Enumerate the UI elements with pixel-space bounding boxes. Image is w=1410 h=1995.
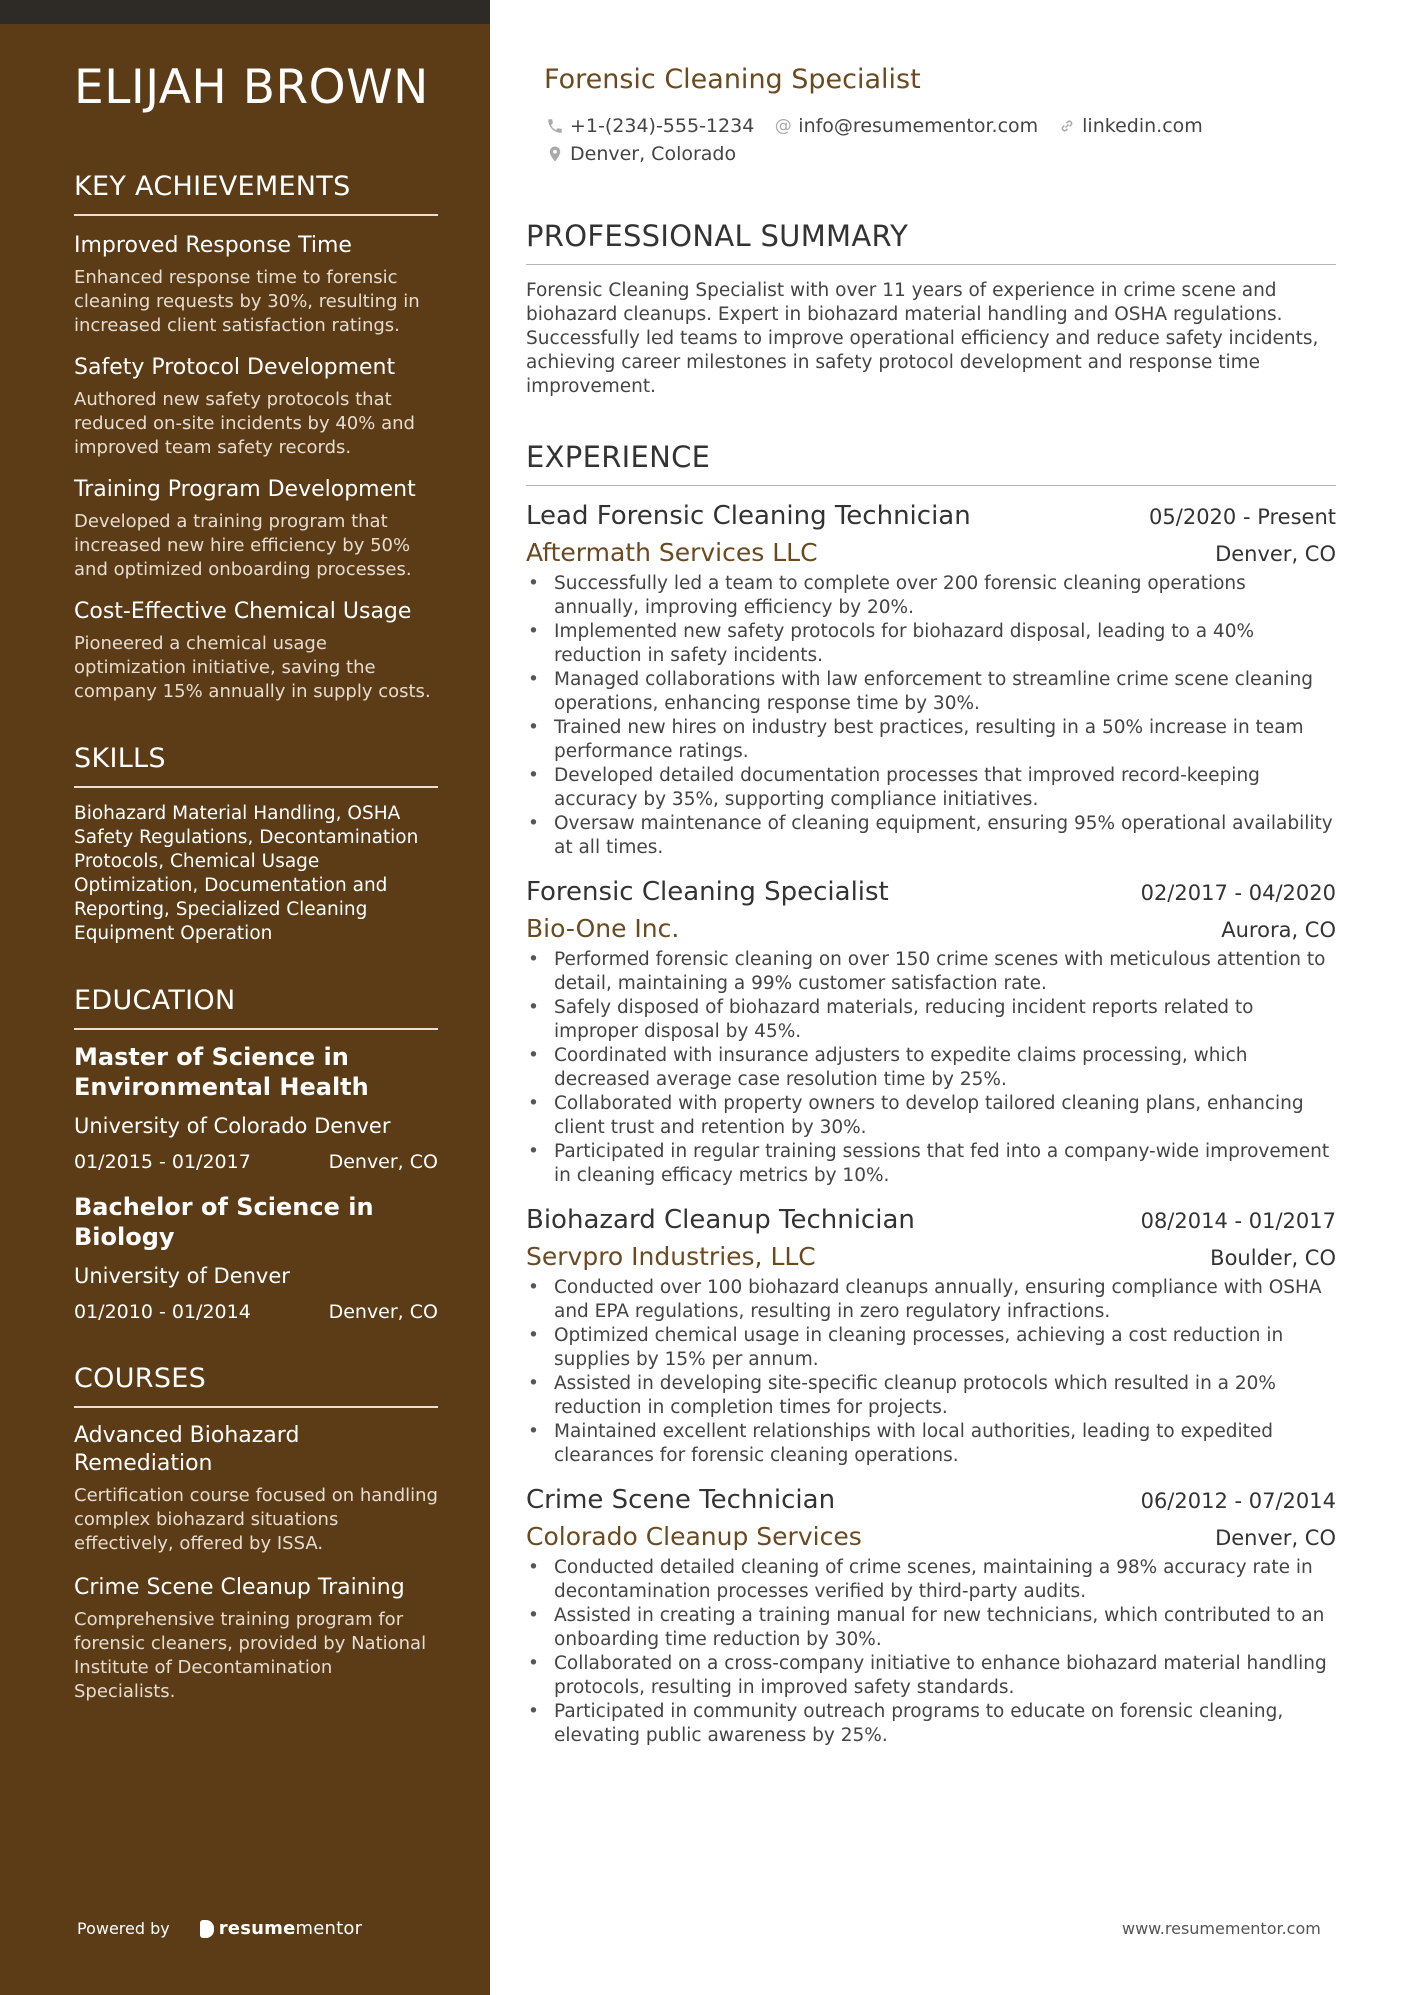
job-bullet: • Participated in community outreach programs to educate on forensic cleaning, elevating public awareness by 25%. [526, 1700, 1336, 1748]
achievements-section [74, 170, 438, 704]
candidate-name: ELIJAH BROWN [74, 60, 429, 115]
at-icon: @ [774, 116, 792, 136]
email-text: info@resumementor.com [798, 115, 1039, 137]
education-location: Denver, CO [328, 1301, 438, 1323]
job-bullet: • Assisted in developing site-specific cleanup protocols which resulted in a 20% reduction in completion times for projects. [526, 1372, 1336, 1420]
job-dates: 06/2012 - 07/2014 [1140, 1489, 1336, 1513]
job-location: Aurora, CO [1221, 918, 1336, 942]
job-header [526, 500, 1336, 532]
job-bullet: • Coordinated with insurance adjusters to expedite claims processing, which decreased average case resolution time by 25%. [526, 1044, 1336, 1092]
summary-text: Forensic Cleaning Specialist with over 11 years of experience in crime scene and biohazard cleanups. Expert in biohazard material handling and OSHA regulations. Successfully led teams to improve operational efficiency and reduce safety incidents, achieving career milestones in safety protocol development and response time improvement. [526, 280, 1319, 397]
job-company: Aftermath Services LLC [526, 538, 818, 567]
achievement-item [74, 598, 438, 704]
job-dates: 05/2020 - Present [1149, 505, 1336, 529]
job-header [526, 1484, 1336, 1516]
footer-url[interactable]: www.resumementor.com [1122, 1919, 1321, 1938]
job-subheader [526, 1242, 1336, 1272]
achievement-item [74, 476, 438, 582]
experience-entry [526, 500, 1336, 860]
course-title: Advanced Biohazard Remediation [74, 1423, 300, 1476]
contact-email[interactable] [774, 112, 1038, 140]
course-item [74, 1422, 438, 1556]
skills-section [74, 742, 438, 946]
job-bullet: • Trained new hires on industry best practices, resulting in a 50% increase in team performance ratings. [526, 716, 1336, 764]
achievement-item [74, 232, 438, 338]
job-role: Lead Forensic Cleaning Technician [526, 501, 971, 531]
education-dates: 01/2015 - 01/2017 [74, 1151, 251, 1173]
education-location: Denver, CO [328, 1151, 438, 1173]
contact-linkedin[interactable] [1058, 112, 1203, 140]
job-header [526, 1204, 1336, 1236]
job-company: Bio-One Inc. [526, 914, 680, 943]
headline-job-title: Forensic Cleaning Specialist [544, 64, 921, 95]
achievement-title: Safety Protocol Development [74, 355, 396, 380]
contact-location [546, 140, 736, 168]
job-dates: 08/2014 - 01/2017 [1140, 1209, 1336, 1233]
location-text: Denver, Colorado [570, 143, 737, 165]
contact-row [546, 140, 1326, 168]
education-degree: Master of Science in Environmental Health [74, 1043, 369, 1101]
skills-list: Biohazard Material Handling, OSHA Safety Regulations, Decontamination Protocols, Chemical Usage Optimization, Documentation and Reporting, Specialized Cleaning Equipment Operation [74, 803, 419, 944]
experience-section [526, 439, 1336, 1748]
achievement-title: Improved Response Time [74, 233, 352, 258]
job-role: Forensic Cleaning Specialist [526, 877, 889, 907]
job-role: Biohazard Cleanup Technician [526, 1205, 915, 1235]
experience-entry [526, 876, 1336, 1188]
logo-text-bold: resume [218, 1918, 296, 1939]
education-item [74, 1192, 438, 1324]
achievement-desc: Developed a training program that increased new hire efficiency by 50% and optimized onboarding processes. [74, 511, 412, 580]
contact-row [546, 112, 1326, 140]
summary-heading: PROFESSIONAL SUMMARY [526, 218, 1336, 265]
job-bullets [526, 1276, 1336, 1468]
courses-heading: COURSES [74, 1362, 438, 1408]
achievement-desc: Enhanced response time to forensic cleaning requests by 30%, resulting in increased client satisfaction ratings. [74, 267, 420, 336]
experience-heading: EXPERIENCE [526, 439, 1336, 486]
location-pin-icon [546, 145, 564, 163]
job-header [526, 876, 1336, 908]
job-bullets [526, 948, 1336, 1188]
sidebar-content [74, 58, 438, 1704]
education-school: University of Denver [74, 1264, 290, 1288]
job-subheader [526, 914, 1336, 944]
contact-info [546, 112, 1326, 168]
job-company: Colorado Cleanup Services [526, 1522, 862, 1551]
courses-section [74, 1362, 438, 1704]
job-bullet: • Collaborated on a cross-company initiative to enhance biohazard material handling protocols, resulting in improved safety standards. [526, 1652, 1336, 1700]
achievement-desc: Authored new safety protocols that reduced on-site incidents by 40% and improved team safety records. [74, 389, 415, 458]
education-meta [74, 1300, 438, 1324]
phone-text: +1-(234)-555-1234 [570, 115, 755, 137]
course-item [74, 1574, 438, 1704]
experience-entry [526, 1204, 1336, 1468]
job-location: Boulder, CO [1210, 1246, 1336, 1270]
job-bullet: • Maintained excellent relationships with local authorities, leading to expedited clearances for forensic cleaning operations. [526, 1420, 1336, 1468]
job-bullet: • Conducted detailed cleaning of crime scenes, maintaining a 98% accuracy rate in decontamination processes verified by third-party audits. [526, 1556, 1336, 1604]
job-bullet: • Performed forensic cleaning on over 150 crime scenes with meticulous attention to detail, maintaining a 99% customer satisfaction rate. [526, 948, 1336, 996]
education-degree: Bachelor of Science in Biology [74, 1193, 374, 1251]
resumementor-logo-icon [200, 1920, 214, 1938]
achievements-heading: KEY ACHIEVEMENTS [74, 170, 438, 216]
job-location: Denver, CO [1215, 542, 1336, 566]
skills-heading: SKILLS [74, 742, 438, 788]
education-dates: 01/2010 - 01/2014 [74, 1301, 251, 1323]
achievement-title: Cost-Effective Chemical Usage [74, 599, 412, 624]
resumementor-logo[interactable] [200, 1918, 362, 1939]
job-bullet: • Optimized chemical usage in cleaning processes, achieving a cost reduction in supplies by 15% per annum. [526, 1324, 1336, 1372]
experience-entry [526, 1484, 1336, 1748]
job-bullet: • Safely disposed of biohazard materials, reducing incident reports related to improper disposal by 45%. [526, 996, 1336, 1044]
job-subheader [526, 538, 1336, 568]
education-school: University of Colorado Denver [74, 1114, 391, 1138]
logo-text-light: mentor [295, 1918, 363, 1939]
sidebar-top-bar [0, 0, 490, 24]
course-desc: Certification course focused on handling complex biohazard situations effectively, offered by ISSA. [74, 1485, 438, 1554]
job-bullet: • Assisted in creating a training manual for new technicians, which contributed to an onboarding time reduction by 30%. [526, 1604, 1336, 1652]
job-role: Crime Scene Technician [526, 1485, 836, 1515]
course-title: Crime Scene Cleanup Training [74, 1575, 405, 1600]
education-section [74, 984, 438, 1324]
job-bullet: • Successfully led a team to complete over 200 forensic cleaning operations annually, improving efficiency by 20%. [526, 572, 1336, 620]
job-bullet: • Developed detailed documentation processes that improved record-keeping accuracy by 35%, supporting compliance initiatives. [526, 764, 1336, 812]
contact-phone[interactable] [546, 112, 754, 140]
job-company: Servpro Industries, LLC [526, 1242, 816, 1271]
job-bullet: • Participated in regular training sessions that fed into a company-wide improvement in cleaning efficacy metrics by 10%. [526, 1140, 1336, 1188]
job-bullets [526, 1556, 1336, 1748]
education-heading: EDUCATION [74, 984, 438, 1030]
phone-icon [546, 117, 564, 135]
achievement-item [74, 354, 438, 460]
job-bullets [526, 572, 1336, 860]
course-desc: Comprehensive training program for forensic cleaners, provided by National Institute of Decontamination Specialists. [74, 1609, 427, 1702]
link-icon [1058, 117, 1076, 135]
powered-by [77, 1918, 362, 1939]
summary-section [526, 218, 1336, 399]
job-location: Denver, CO [1215, 1526, 1336, 1550]
achievement-title: Training Program Development [74, 477, 416, 502]
linkedin-text: linkedin.com [1082, 115, 1203, 137]
job-bullet: • Collaborated with property owners to develop tailored cleaning plans, enhancing client trust and retention by 30%. [526, 1092, 1336, 1140]
job-bullet: • Implemented new safety protocols for biohazard disposal, leading to a 40% reduction in safety incidents. [526, 620, 1336, 668]
job-bullet: • Managed collaborations with law enforcement to streamline crime scene cleaning operations, enhancing response time by 30%. [526, 668, 1336, 716]
education-item [74, 1042, 438, 1174]
job-dates: 02/2017 - 04/2020 [1140, 881, 1336, 905]
achievement-desc: Pioneered a chemical usage optimization initiative, saving the company 15% annually in supply costs. [74, 633, 431, 702]
job-subheader [526, 1522, 1336, 1552]
powered-by-label: Powered by [77, 1919, 170, 1938]
sidebar [0, 0, 490, 1995]
job-bullet: • Conducted over 100 biohazard cleanups annually, ensuring compliance with OSHA and EPA regulations, resulting in zero regulatory infractions. [526, 1276, 1336, 1324]
education-meta [74, 1150, 438, 1174]
job-bullet: • Oversaw maintenance of cleaning equipment, ensuring 95% operational availability at all times. [526, 812, 1336, 860]
